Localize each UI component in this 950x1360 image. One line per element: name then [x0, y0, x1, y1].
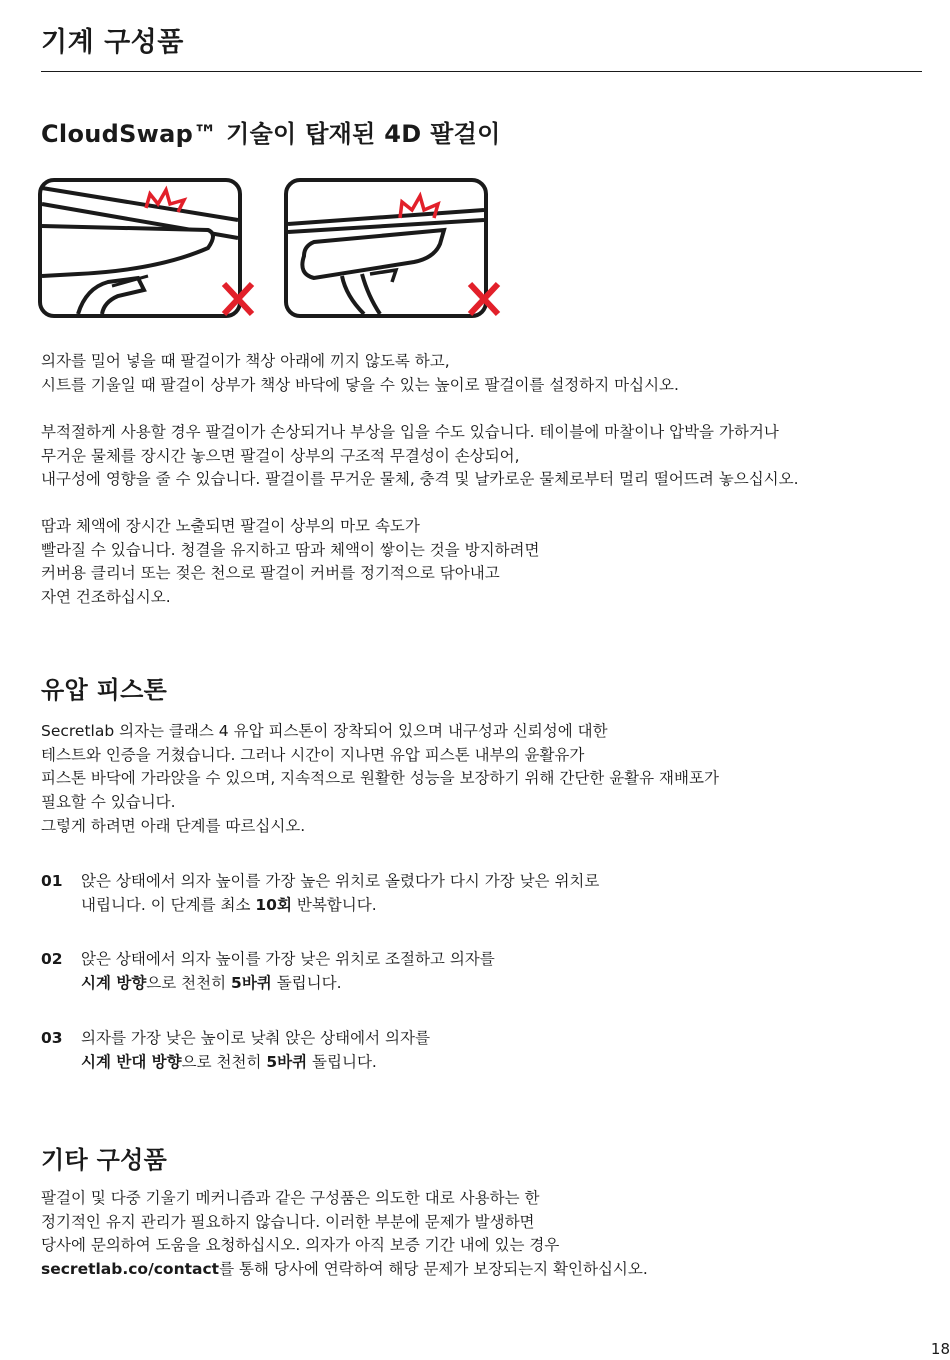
step-text: [81, 948, 495, 995]
text-line: [81, 972, 495, 996]
text-line: 앉은 상태에서 의자 높이를 가장 높은 위치로 올렸다가 다시 가장 낮은 위치로: [81, 872, 600, 890]
text-line: 피스톤 바닥에 가라앉을 수 있으며, 지속적으로 원활한 성능을 보장하기 위해 간단한 윤활유 재배포가: [41, 769, 719, 788]
text-segment: 돌립니다.: [271, 973, 342, 992]
text-segment: 내립니다. 이 단계를 최소: [81, 895, 256, 914]
text-line: 의자를 밀어 넣을 때 팔걸이가 책상 아래에 끼지 않도록 하고,: [41, 352, 450, 370]
section-heading-armrest: CloudSwap™ 기술이 탑재된 4D 팔걸이: [41, 120, 501, 148]
piston-intro: [41, 720, 719, 839]
page-title: 기계 구성품: [41, 27, 184, 58]
text-line: 내구성에 영향을 줄 수 있습니다. 팔걸이를 무거운 물체, 충격 및 날카로운 물체로부터 멀리 떨어뜨려 놓으십시오.: [41, 470, 799, 489]
armrest-paragraph-1: [41, 350, 679, 397]
text-line: 의자를 가장 낮은 높이로 낮춰 앉은 상태에서 의자를: [81, 1029, 430, 1047]
text-line: 그렇게 하려면 아래 단계를 따르십시오.: [41, 816, 306, 835]
text-line: 필요할 수 있습니다.: [41, 793, 176, 812]
step-number: 02: [41, 950, 63, 968]
text-line: 팔걸이 및 다중 기울기 메커니즘과 같은 구성품은 의도한 대로 사용하는 한: [41, 1189, 540, 1207]
armrest-hitting-table-illustration: [284, 178, 504, 323]
other-paragraph: [41, 1187, 648, 1282]
text-line: Secretlab 의자는 클래스 4 유압 피스톤이 장착되어 있으며 내구성과 신뢰성에 대한: [41, 722, 608, 740]
page-number: 18: [930, 1340, 950, 1358]
text-line: 테스트와 인증을 거쳤습니다. 그러나 시간이 지나면 유압 피스톤 내부의 윤활유가: [41, 745, 585, 764]
text-line: [41, 1258, 648, 1282]
emphasis-direction: 시계 반대 방향: [81, 1052, 182, 1071]
text-segment: 으로 천천히: [181, 1052, 267, 1071]
emphasis-count: 5바퀴: [231, 973, 272, 992]
text-line: 앉은 상태에서 의자 높이를 가장 낮은 위치로 조절하고 의자를: [81, 950, 495, 968]
text-line: 커버용 클리너 또는 젖은 천으로 팔걸이 커버를 정기적으로 닦아내고: [41, 564, 500, 583]
section-heading-other: 기타 구성품: [41, 1146, 168, 1174]
step-number: 03: [41, 1029, 63, 1047]
text-line: 땀과 체액에 장시간 노출되면 팔걸이 상부의 마모 속도가: [41, 517, 420, 535]
emphasis-count: 5바퀴: [266, 1052, 308, 1071]
text-line: 당사에 문의하여 도움을 요청하십시오. 의자가 아직 보증 기간 내에 있는 경우: [41, 1236, 560, 1255]
text-line: 빨라질 수 있습니다. 청결을 유지하고 땀과 체액이 쌓이는 것을 방지하려면: [41, 540, 540, 559]
step-text: [81, 1027, 430, 1074]
text-segment: 반복합니다.: [291, 895, 377, 914]
title-divider: [41, 71, 922, 72]
text-segment: 으로 천천히: [146, 973, 232, 992]
text-line: 자연 건조하십시오.: [41, 588, 171, 607]
section-heading-piston: 유압 피스톤: [41, 676, 168, 704]
step-text: [81, 870, 599, 917]
text-segment: 돌립니다.: [307, 1052, 377, 1071]
text-line: 시트를 기울일 때 팔걸이 상부가 책상 바닥에 닿을 수 있는 높이로 팔걸이를 설정하지 마십시오.: [41, 375, 679, 394]
text-segment: 를 통해 당사에 연락하여 해당 문제가 보장되는지 확인하십시오.: [219, 1260, 648, 1279]
emphasis-count: 10회: [255, 895, 292, 914]
armrest-under-table-illustration: [38, 178, 258, 323]
emphasis-direction: 시계 방향: [81, 973, 147, 992]
text-line: [81, 1051, 430, 1075]
text-line: [81, 894, 599, 918]
text-line: 무거운 물체를 장시간 놓으면 팔걸이 상부의 구조적 무결성이 손상되어,: [41, 446, 520, 465]
text-line: 부적절하게 사용할 경우 팔걸이가 손상되거나 부상을 입을 수도 있습니다. 테이블에 마찰이나 압박을 가하거나: [41, 423, 779, 441]
armrest-paragraph-3: [41, 515, 539, 610]
armrest-paragraph-2: [41, 421, 799, 492]
text-line: 정기적인 유지 관리가 필요하지 않습니다. 이러한 부분에 문제가 발생하면: [41, 1212, 535, 1231]
step-number: 01: [41, 872, 63, 890]
contact-link[interactable]: secretlab.co/contact: [41, 1260, 220, 1279]
